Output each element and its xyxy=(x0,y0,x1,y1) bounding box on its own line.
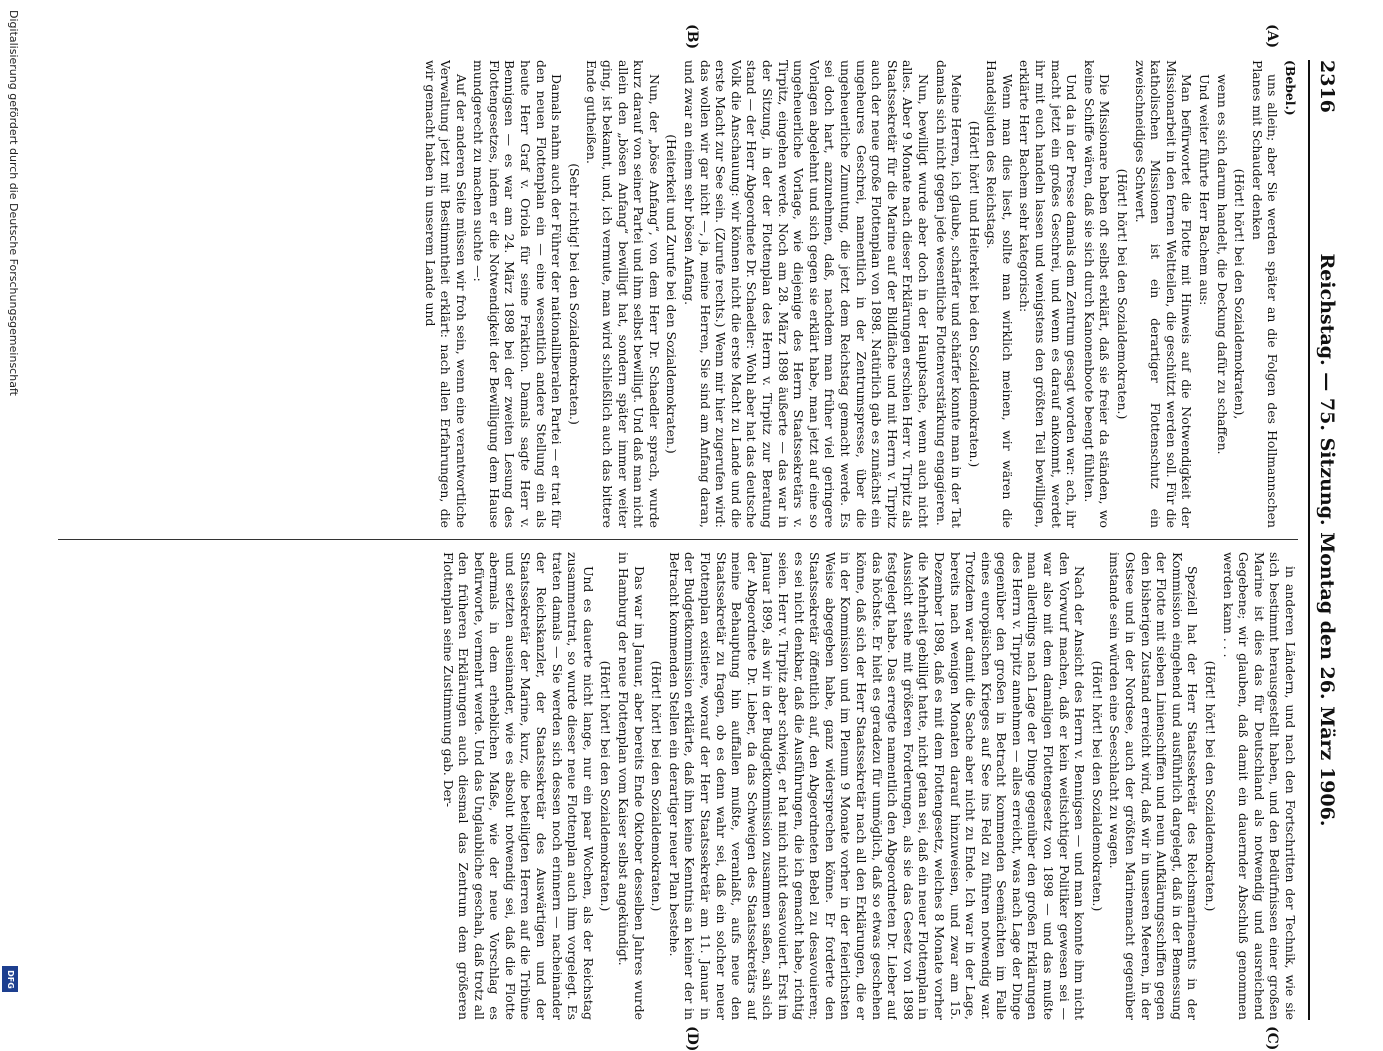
paragraph: Nach der Ansicht des Herrn v. Bennigsen — und man konnte ihm nicht den Vorwurf machen, daß er kein weitsichtiger Politiker gewesen sei — war also mit dem damaligen Flottengesetz von 1898 — und das mußte man allerdings nach Lage der Dinge gegenüber den großen Erklärungen des Herrn v. Tirpitz annehmen — alles erreicht, was nach Lage der Dinge gegenüber den großen in Betracht kommenden Seemächten im Falle eines europäischen Krieges auf See ins Feld zu führen notwendig war. Trotzdem war damit die Sache aber nicht zu Ende. Ich war in der Lage, bereits nach wenigen Monaten darauf hinzuweisen, und zwar am 15. Dezember 1898, daß es mit dem Flottengesetz, welches 8 Monate vorher die Mehrheit gebilligt hatte, nicht getan sei, daß ein neuer Flottenplan in Aussicht stehe mit größeren Forderungen, als sie das Gesetz von 1898 festgelegt habe. Das erregte namentlich den Abgeordneten Dr. Lieber auf das höchste. Er hielt es geradezu für unmöglich, daß so etwas geschehen könne, daß sich der Herr Staatssekretär nach all den Erklärungen, die er in der Kommission und im Plenum 9 Monate vorher in der feierlichsten Weise abgegeben habe, ganz widersprechen könne. Er forderte den Staatssekretär öffentlich auf, den Abgeordneten Bebel zu desavouieren; es sei nicht denkbar, daß die Ausführungen, die ich gemacht habe, richtig seien. Herr v. Tirpitz aber schwieg, er hat mich nicht desavouiert. Erst im Januar 1899, als wir in der Budgetkommission zusammen saßen, sah sich der Abgeordnete Dr. Lieber, da das Schweigen des Staatssekretärs auf meine Behauptung hin auffallen mußte, veranlaßt, aufs neue den Staatssekretär zu fragen, ob es denn wahr sei, daß ein solcher neuer Flottenplan existiere, worauf der Herr Staatssekretär am 11. Januar in der Budgetkommission erklärte, daß ihm keine Kenntnis an keiner der in Betracht kommenden Stellen ein derartiger neuer Plan bestehe. xyxy=(666,552,1088,1020)
interjection: (Sehr richtig! bei den Sozialdemokraten.) xyxy=(566,163,582,425)
paragraph: Speziell hat der Herr Staatssekretär des Reichsmarineamts in der Kommission eingehend und ausführlich dargelegt, daß in der Bemessung der Flotte mit sieben Linienschiffen und neun Aufklärungsschiffen gegen den bisherigen Zustand erreicht wird, daß wir in unseren Meeren, in der Ostsee und in der Nordsee, auch der größten Marinemacht gegenüber imstande sein würden eine Seeschlacht zu wagen. xyxy=(1107,552,1201,1020)
paragraph: Und da in der Presse damals dem Zentrum gesagt worden war: ach, ihr macht jetzt ein großes Geschrei, und wenn es darauf ankommt, werdet ihr mit euch handeln lassen und wenigstens den größten Teil bewilligen, erklärte Herr Bachem sehr kategorisch: xyxy=(1017,60,1080,528)
speaker-label: (Bebel.) xyxy=(1283,60,1298,116)
paragraph: in anderen Ländern, und nach den Fortschritten der Technik, wie sie sich bestimmt herausgestellt haben, und den Bedürfnissen einer großen Marine ist dies das für Deutschland als notwendig und ausreichend Gegebene; wir glauben, daß damit ein dauernder Abschluß genommen werden kann . . . xyxy=(1220,552,1298,1020)
paragraph: Und es dauerte nicht lange, nur ein paar Wochen, als der Reichstag zusammentrat, so wurde dieser neue Flottenplan auch ihm vorgelegt. Es traten damals — Sie werden sich dessen noch erinnern — nacheinander der Reichskanzler, der Staatssekretär des Auswärtigen und der Staatssekretär der Marine, kurz, die beteiligten Herren auf die Tribüne und setzten auseinander, wie es absolut notwendig sei, daß die Flotte abermals in dem erheblichen Maße, wie der neue Vorschlag es befürworte, vermehrt werde. Und das Unglaubliche geschah, daß trotz all den früheren Erklärungen auch diesmal das Zentrum dem größeren Flottenplan seine Zustimmung gab. Der- xyxy=(440,552,596,1020)
margin-marker-b: (B) xyxy=(684,24,700,50)
paragraph: uns allein; aber Sie werden später an die Folgen des Hollmannschen Planes mit Schauder denken xyxy=(1249,60,1281,528)
running-title: Reichstag. — 75. Sitzung. Montag den 26. März 1906. xyxy=(1316,253,1338,827)
right-column xyxy=(58,552,1298,1020)
paragraph: Und weiter führte Herr Bachem aus: xyxy=(1197,74,1213,306)
footer-credit: Digitalisierung gefördert durch die Deutsche Forschungsgemeinschaft xyxy=(7,10,20,396)
margin-marker-a: (A) xyxy=(1264,24,1280,49)
paragraph: Nun, bewilligt wurde aber doch in der Hauptsache, wenn auch nicht alles. Aber 9 Monate nach dieser Erklärungen erschien Herr v. Tirpitz als Staatssekretär für die Marine auf der Bildfläche und mit Herrn v. Tirpitz auch der neue große Flottenplan von 1898. Natürlich gab es zunächst ein ungeheures Geschrei, namentlich in der Zentrumspresse, über die ungeheuerliche Zumutung, die jetzt dem Reichstag gemacht werde. Es sei doch hart, anzunehmen, daß, nachdem man früher viel geringere Vorlagen abgelehnt und sich gegen sie erklärt habe, man jetzt auf eine so ungeheuerliche Vorlage, wie diejenige des Herrn Staatssekretärs v. Tirpitz, eingehen werde. Noch am 28. März 1898 äußerte — das war in der Sitzung, in der der Flottenplan des Herrn v. Tirpitz zur Beratung stand — der Herr Abgeordnete Dr. Schaedler: Wohl aber hat das deutsche Volk die Anschauung: wir können nicht die erste Macht zu Lande und die erste Macht zur See sein. (Zurufe rechts.) Wenn mir hier zugerufen wird: das wollen wir gar nicht —, ja, meine Herren, Sie sind am Anfang daran, und zwar an einem sehr bösen Anfang. xyxy=(682,60,931,528)
interjection: (Hört! hört! bei den Sozialdemokraten.) xyxy=(598,660,614,912)
interjection: (Hört! hört! bei den Sozialdemokraten.) xyxy=(1203,660,1219,912)
page-header xyxy=(1308,60,1340,1020)
interjection: (Heiterkeit und Zurufe bei den Sozialdemokraten.) xyxy=(664,134,680,454)
paragraph: wenn es sich darum handelt, die Deckung dafür zu schaffen. xyxy=(1214,74,1230,455)
left-column xyxy=(58,60,1298,528)
paragraph: Das war im Januar, aber bereits Ende Oktober desselben Jahres wurde in Hamburg der neue Flottenplan vom Kaiser selbst angekündigt. xyxy=(616,552,647,1020)
paragraph: Damals nahm auch der Führer der nationalliberalen Partei — er trat für den neuen Flottenplan ein — eine wesentlich andere Stellung ein als heute Herr Graf v. Oriola für seine Fraktion. Damals sagte Herr v. Bennigsen — es war am 24. März 1898 bei der zweiten Lesung des Flottengesetzes, indem er die Notwendigkeit der Bewilligung dem Hause mundgerecht zu machen suchte —: xyxy=(471,60,565,528)
paragraph: Wenn man dies liest, sollte man wirklich meinen, wir wären die Handelsjuden des Reichstags. xyxy=(984,60,1015,528)
paragraph: Auf der anderen Seite müssen wir froh sein, wenn eine verantwortliche Verwaltung jetzt mit Bestimmtheit erklärt: nach allen Erfahrungen, die wir gemacht haben in unserem Lande und xyxy=(422,60,469,528)
footer xyxy=(4,10,22,990)
column-divider xyxy=(58,539,1298,540)
interjection: (Hört! hört! bei den Sozialdemokraten.) xyxy=(1115,168,1131,420)
paragraph: Meine Herren, ich glaube, schärfer und schärfer konnte man in der Tat damals sich nicht gegen jede wesentliche Flottenverstärkung engagieren. xyxy=(933,60,965,528)
margin-marker-c: (C) xyxy=(1264,1026,1280,1051)
margin-marker-d: (D) xyxy=(684,1026,700,1051)
page-number: 2316 xyxy=(1316,60,1338,113)
interjection: (Hört! hört! bei den Sozialdemokraten), xyxy=(1232,168,1248,420)
interjection: (Hört! hört! und Heiterkeit bei den Sozialdemokraten.) xyxy=(966,120,982,468)
rotated-page xyxy=(40,24,1340,1051)
interjection: (Hört! hört! bei den Sozialdemokraten.) xyxy=(649,660,665,912)
paragraph: Man befürwortet die Flotte mit Hinweis auf die Notwendigkeit der Missionarbeit in den fernen Weltteilen, die geschützt werden soll. Für die katholischen Missionen ist ein derartiger Flottenschutz ein zweischneidiges Schwert. xyxy=(1132,60,1195,528)
paragraph: Nun, der „böse Anfang“, von dem Herr Dr. Schaedler sprach, wurde kurz darauf von seiner Partei und ihm selbst bewilligt. Und daß man nicht allein den „bösen Anfang“ bewilligt hat, sondern später immer weiter ging, ist bekannt, und, ich vermute, man wird schließlich auch das bittere Ende gutheißen. xyxy=(584,60,662,528)
paragraph: Die Missionare haben oft selbst erklärt, daß sie freier da ständen, wo keine Schiffe wären, daß sie sich durch Kanonenboote beengt fühlten. xyxy=(1081,60,1113,528)
interjection: (Hört! hört! bei den Sozialdemokraten.) xyxy=(1089,660,1105,912)
dfg-logo xyxy=(2,966,18,992)
dfg-logo-text: DFG xyxy=(5,969,15,989)
